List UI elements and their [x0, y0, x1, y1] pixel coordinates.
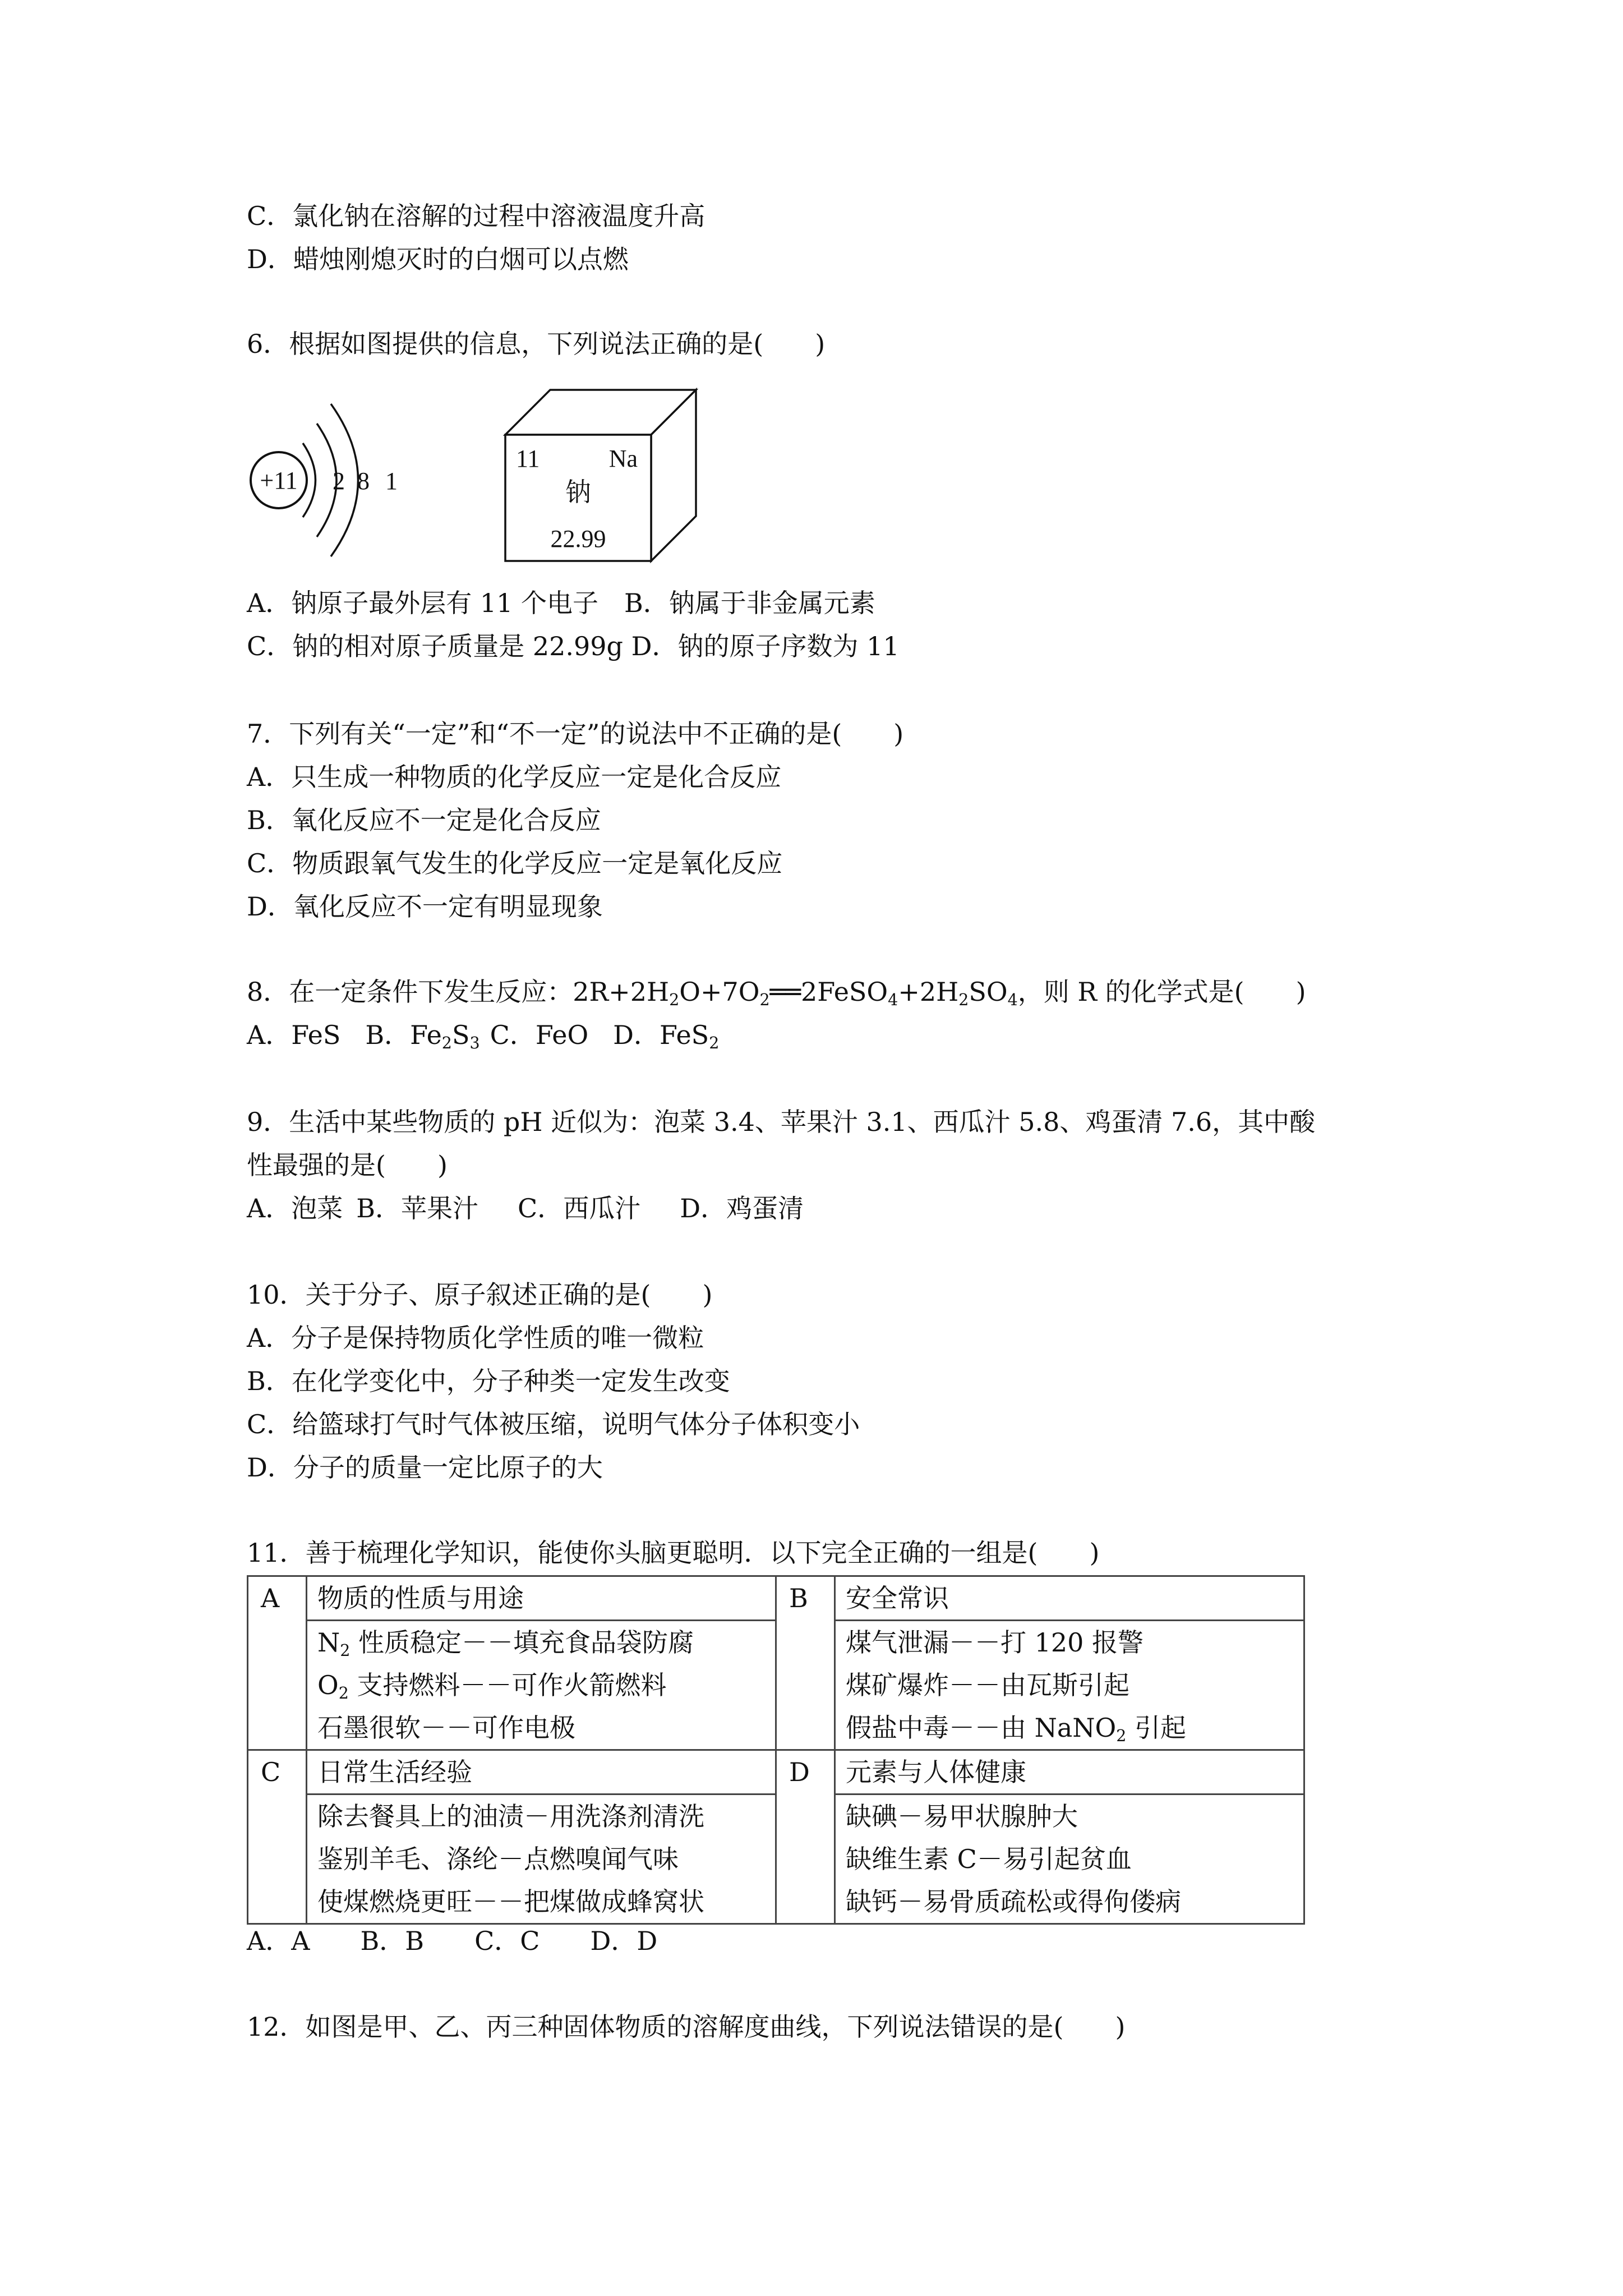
atomic-mass: 22.99 [550, 525, 606, 553]
table-cell-title-b: 安全常识 [835, 1576, 1304, 1621]
q6-options-line-1: A．钠原子最外层有 11 个电子 B．钠属于非金属元素 [247, 588, 875, 618]
cell-line: 煤矿爆炸－－由瓦斯引起 [846, 1670, 1129, 1700]
q11-options [247, 1924, 657, 1958]
q11-table [247, 1575, 1305, 1925]
electron-shell-arc [303, 443, 316, 517]
q8-stem: 8．在一定条件下发生反应：$2R+2H_2O+7O_2══2FeSO_4+2H_2SO_4$，则 R 的化学式是( ) [247, 977, 1306, 1009]
sodium-element-card [505, 390, 696, 561]
q9-option-c: C．西瓜汁 [518, 1193, 641, 1223]
table-cell-letter-c: C [248, 1750, 307, 1924]
nucleus-charge: +11 [260, 467, 298, 494]
q7-option-d: D．氧化反应不一定有明显现象 [247, 891, 603, 922]
q10-option-b: B．在化学变化中，分子种类一定发生改变 [247, 1366, 730, 1396]
table-cell-body-d [835, 1795, 1304, 1924]
q10-option-c: C．给篮球打气时气体被压缩，说明气体分子体积变小 [247, 1409, 860, 1439]
cell-line: 除去餐具上的油渍－用洗涤剂清洗 [317, 1801, 704, 1832]
table-cell-body-a [307, 1621, 776, 1750]
q11-stem: 11．善于梳理化学知识，能使你头脑更聪明．以下完全正确的一组是( ) [247, 1538, 1100, 1568]
shell-2-electrons: 8 [357, 467, 370, 495]
table-row [248, 1750, 1304, 1795]
q12-stem: 12．如图是甲、乙、丙三种固体物质的溶解度曲线，下列说法错误的是( ) [247, 2012, 1126, 2042]
cell-line: 假盐中毒－－由 NaNO$_2$ 引起 [846, 1713, 1187, 1745]
q6-figure [238, 381, 743, 578]
cell-line: 缺维生素 C－易引起贫血 [846, 1844, 1132, 1874]
table-cell-title-a: 物质的性质与用途 [307, 1576, 776, 1621]
q11-option-b: B．B [360, 1926, 425, 1956]
q6-stem: 6．根据如图提供的信息，下列说法正确的是( ) [247, 329, 826, 359]
table-cell-title-c: 日常生活经验 [307, 1750, 776, 1795]
cell-line: 缺碘－易甲状腺肿大 [846, 1801, 1078, 1832]
q9-option-d: D．鸡蛋清 [680, 1193, 804, 1223]
q9-stem-line-1: 9．生活中某些物质的 pH 近似为：泡菜 3.4、苹果汁 3.1、西瓜汁 5.8、鸡蛋清 7.6，其中酸 [247, 1107, 1316, 1137]
shell-3-electrons: 1 [385, 467, 398, 495]
cell-line: 鉴别羊毛、涤纶－点燃嗅闻气味 [317, 1844, 679, 1874]
shell-1-electrons: 2 [333, 467, 345, 495]
q11-option-a: A．A [247, 1926, 310, 1956]
cell-line: 缺钙－易骨质疏松或得佝偻病 [846, 1887, 1181, 1917]
element-symbol: Na [608, 445, 638, 472]
q6-options-line-2: C．钠的相对原子质量是 22.99g D．钠的原子序数为 11 [247, 631, 900, 661]
q9-option-b: B．苹果汁 [356, 1193, 479, 1223]
q9-option-a: A．泡菜 [247, 1193, 343, 1223]
table-cell-body-c [307, 1795, 776, 1924]
q8-option-b: B．$Fe_2S_3$ [365, 1020, 480, 1052]
q9-stem-line-2: 性最强的是( ) [247, 1150, 448, 1180]
atomic-number: 11 [516, 445, 540, 472]
q11-option-c: C．C [474, 1926, 540, 1956]
option-c-prev: C．氯化钠在溶解的过程中溶液温度升高 [247, 201, 706, 231]
q7-option-b: B．氧化反应不一定是化合反应 [247, 805, 601, 835]
table-row [248, 1576, 1304, 1621]
q10-option-a: A．分子是保持物质化学性质的唯一微粒 [247, 1323, 704, 1353]
cell-line: 石墨很软－－可作电极 [317, 1713, 575, 1743]
cell-line: $O_2$ 支持燃料－－可作火箭燃料 [317, 1670, 667, 1703]
q8-option-d: D．FeS$_2$ [613, 1020, 720, 1052]
table-cell-letter-d: D [776, 1750, 835, 1924]
q9-options [247, 1191, 804, 1225]
q7-option-c: C．物质跟氧气发生的化学反应一定是氧化反应 [247, 848, 783, 878]
q8-options [247, 1018, 719, 1052]
q7-stem: 7．下列有关“一定”和“不一定”的说法中不正确的是( ) [247, 719, 904, 749]
q7-option-a: A．只生成一种物质的化学反应一定是化合反应 [247, 762, 782, 792]
table-cell-letter-b: B [776, 1576, 835, 1750]
table-cell-letter-a: A [248, 1576, 307, 1750]
table-cell-body-b [835, 1621, 1304, 1750]
cell-line: 使煤燃烧更旺－－把煤做成蜂窝状 [317, 1887, 704, 1917]
cell-line: 煤气泄漏－－打 120 报警 [846, 1627, 1144, 1658]
q10-stem: 10．关于分子、原子叙述正确的是( ) [247, 1280, 713, 1310]
q10-option-d: D．分子的质量一定比原子的大 [247, 1452, 603, 1483]
sodium-atom-structure-diagram [251, 404, 398, 556]
option-d-prev: D．蜡烛刚熄灭时的白烟可以点燃 [247, 244, 629, 274]
cell-line: $N_2$ 性质稳定－－填充食品袋防腐 [317, 1627, 694, 1660]
q11-option-d: D．D [590, 1926, 658, 1956]
element-name: 钠 [565, 477, 591, 507]
table-cell-title-d: 元素与人体健康 [835, 1750, 1304, 1795]
q8-option-a: A．FeS [247, 1020, 341, 1050]
q8-option-c: C．FeO [490, 1020, 589, 1050]
